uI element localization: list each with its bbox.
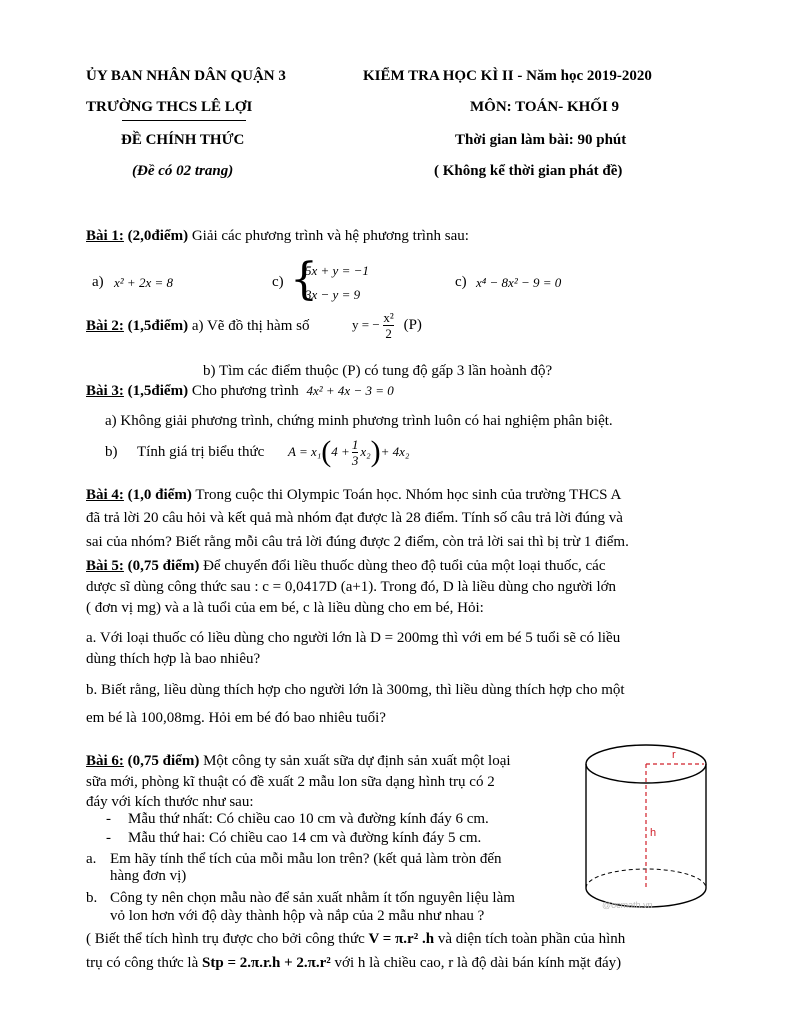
bai1-text: Giải các phương trình và hệ phương trình sau: xyxy=(191,228,469,244)
bai6-note-2-pre: trụ có công thức là xyxy=(86,955,199,971)
bai6-b-2: vỏ lon hơn với độ dày thành hộp và nắp của 2 mẫu như nhau ? xyxy=(110,908,485,924)
bai1-points: (2,0điểm) xyxy=(127,228,189,244)
bai2-heading xyxy=(86,318,309,335)
bai1-heading xyxy=(86,228,469,245)
bai4-line-1 xyxy=(86,487,621,504)
bai2-fraction xyxy=(383,310,393,341)
bai1-c2-label: c) xyxy=(455,274,467,290)
bai3-title: Bài 3: xyxy=(86,383,124,399)
bai3-expr-left: A = x₁ xyxy=(288,444,322,459)
bai6-a-1: Em hãy tính thể tích của mỗi mẫu lon trên? (kết quả làm tròn đến xyxy=(110,851,502,867)
header-left-2: TRƯỜNG THCS LÊ LỢI xyxy=(86,99,253,115)
bai6-dash-2: - xyxy=(106,830,111,846)
bai6-points: (0,75 điểm) xyxy=(127,753,200,769)
bai5-a-2: dùng thích hợp là bao nhiêu? xyxy=(86,651,261,667)
header-left-4: (Đề có 02 trang) xyxy=(132,163,234,179)
bai6-note-2-post: với h là chiều cao, r là độ dài bán kính mặt đáy) xyxy=(334,955,622,971)
bai5-a-1: a. Với loại thuốc có liều dùng cho người lớn là D = 200mg thì với em bé 5 tuổi sẽ có liều xyxy=(86,630,621,646)
bai6-note-1-post: và diện tích toàn phần của hình xyxy=(437,931,626,947)
bai4-line-2: đã trả lời 20 câu hỏi và kết quả mà nhóm đạt được là 28 điểm. Tính số câu trả lời đúng và xyxy=(86,510,623,526)
system-brace: { xyxy=(290,254,318,305)
bai3-paren-close: ) xyxy=(370,435,381,468)
bai2-y-eq: y = − xyxy=(352,316,380,332)
header-right-4: ( Không kể thời gian phát đề) xyxy=(434,163,623,179)
bai1-a-label: a) xyxy=(92,274,104,290)
bai5-line-3: ( đơn vị mg) và a là tuổi của em bé, c là liều dùng cho em bé, Hỏi: xyxy=(86,600,484,616)
bai5-text-1: Để chuyển đổi liều thuốc dùng theo độ tuổi của một loại thuốc, các xyxy=(203,558,606,574)
bai4-points: (1,0 điểm) xyxy=(127,487,192,503)
bai2-frac-den: 2 xyxy=(385,326,392,341)
bai5-line-2: dược sĩ dùng công thức sau : c = 0,0417D (a+1). Trong đó, D là liều dùng cho người lớn xyxy=(86,579,617,595)
bai2-p: (P) xyxy=(403,316,422,333)
bai6-model-2: Mẫu thứ hai: Có chiều cao 14 cm và đường kính đáy 5 cm. xyxy=(128,830,482,846)
bai3-expr-right: + 4x₂ xyxy=(380,444,410,459)
bai6-a-2: hàng đơn vị) xyxy=(110,868,187,884)
bai2-a-text: a) Vẽ đồ thị hàm số xyxy=(191,318,310,334)
bai5-b-1: b. Biết rằng, liều dùng thích hợp cho người lớn là 300mg, thì liều dùng thích hợp cho một xyxy=(86,682,625,698)
bai3-text: Cho phương trình xyxy=(191,383,299,399)
bai3-heading xyxy=(86,383,394,400)
header-left-1: ỦY BAN NHÂN DÂN QUẬN 3 xyxy=(86,68,286,84)
bai3-a-text: a) Không giải phương trình, chứng minh phương trình luôn có hai nghiệm phân biệt. xyxy=(105,413,613,429)
bai5-line-1 xyxy=(86,558,605,575)
bai6-note-1-pre: ( Biết thể tích hình trụ được cho bởi công thức xyxy=(86,931,365,947)
bai3-fraction xyxy=(352,437,359,468)
bai6-area-formula: Stp = 2.π.r.h + 2.π.r² xyxy=(202,955,331,971)
bai6-title: Bài 6: xyxy=(86,753,124,769)
header-right-2: MÔN: TOÁN- KHỐI 9 xyxy=(470,99,620,115)
fig-h-label: h xyxy=(650,827,657,839)
bai4-text-1: Trong cuộc thi Olympic Toán học. Nhóm học sinh của trường THCS A xyxy=(195,487,622,503)
cylinder-figure xyxy=(580,738,712,918)
bai5-points: (0,75 điểm) xyxy=(127,558,200,574)
bai3-b-text: Tính giá trị biểu thức xyxy=(137,444,265,460)
bai1-c2-eq: x⁴ − 8x² − 9 = 0 xyxy=(476,275,562,290)
bai2-function xyxy=(352,310,422,341)
bai4-line-3: sai của nhóm? Biết rằng mỗi câu trả lời đúng được 2 điểm, còn trả lời sai thì bị trừ 1 điểm. xyxy=(86,534,629,550)
bai2-frac-num: x² xyxy=(383,310,394,325)
bai4-title: Bài 4: xyxy=(86,487,124,503)
bai6-model-1: Mẫu thứ nhất: Có chiều cao 10 cm và đường kính đáy 6 cm. xyxy=(128,811,489,827)
bai6-a-label: a. xyxy=(86,851,97,867)
bai2-b-text: b) Tìm các điểm thuộc (P) có tung độ gấp 3 lần hoành độ? xyxy=(203,363,553,379)
bai1-sys-1: 5x + y = −1 xyxy=(305,263,369,278)
bai2-title: Bài 2: xyxy=(86,318,124,334)
bai3-points: (1,5điểm) xyxy=(127,383,189,399)
bai2-points: (1,5điểm) xyxy=(127,318,189,334)
bai5-b-2: em bé là 100,08mg. Hỏi em bé đó bao nhiêu tuổi? xyxy=(86,710,386,726)
bai6-dash-1: - xyxy=(106,811,111,827)
bai6-line-3: đáy với kích thước như sau: xyxy=(86,794,254,810)
bai6-line-2: sữa mới, phòng kĩ thuật có đề xuất 2 mẫu lon sữa dạng hình trụ có 2 xyxy=(86,774,495,790)
bai6-volume-formula: V = π.r² .h xyxy=(368,931,435,947)
watermark: @ocmath.vn xyxy=(602,900,653,910)
bai6-b-1: Công ty nên chọn mẫu nào để sản xuất nhằm ít tốn nguyên liệu làm xyxy=(110,890,515,906)
bai3-b-label: b) xyxy=(105,444,118,460)
bai3-frac-num: 1 xyxy=(351,436,359,452)
header-right-1: KIỂM TRA HỌC KÌ II - Năm học 2019-2020 xyxy=(363,68,652,84)
bai6-b-label: b. xyxy=(86,890,98,906)
header-left-3: ĐỀ CHÍNH THỨC xyxy=(121,132,245,148)
header-right-3: Thời gian làm bài: 90 phút xyxy=(455,132,627,148)
bai3-expr-in: 4 + xyxy=(331,444,350,459)
header-underline xyxy=(122,120,246,121)
bai3-paren-open: ( xyxy=(321,435,332,468)
bai6-note-2 xyxy=(86,955,621,972)
bai3-expr-in2: x₂ xyxy=(360,444,371,459)
bai3-frac-den: 3 xyxy=(351,452,359,468)
bai6-line-1 xyxy=(86,753,511,770)
bai5-title: Bài 5: xyxy=(86,558,124,574)
bai1-title: Bài 1: xyxy=(86,228,124,244)
bai6-text-1: Một công ty sản xuất sữa dự định sản xuất một loại xyxy=(203,753,511,769)
bai3-eq: 4x² + 4x − 3 = 0 xyxy=(306,383,394,398)
bai1-c1-label: c) xyxy=(272,274,284,290)
bai3-expression xyxy=(288,436,409,468)
fig-r-label: r xyxy=(672,749,676,761)
bai1-sys-2: 3x − y = 9 xyxy=(305,287,361,302)
bai1-a-eq: x² + 2x = 8 xyxy=(114,275,173,290)
bai6-note-1 xyxy=(86,931,625,948)
